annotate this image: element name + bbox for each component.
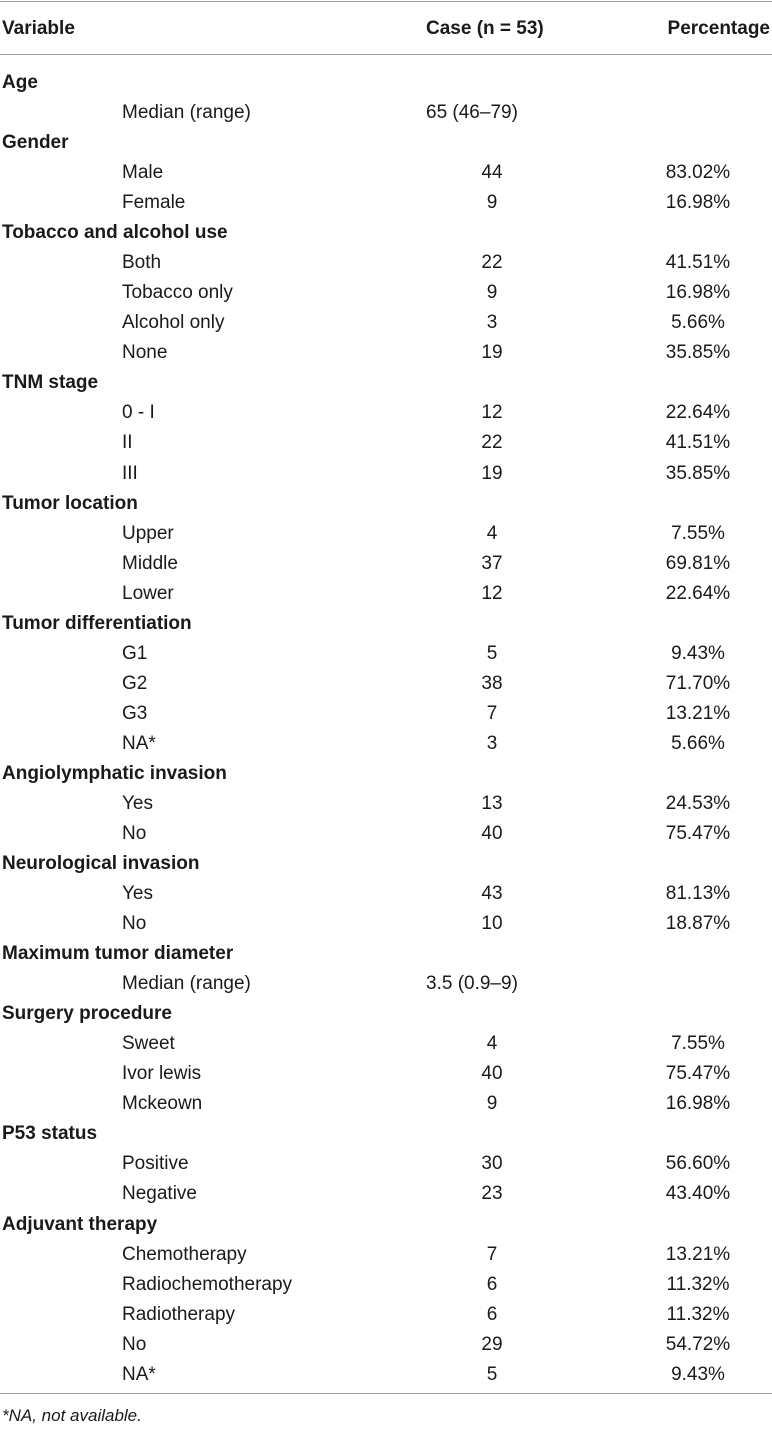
row-percentage-value: 9.43% [671, 1364, 725, 1385]
section-title: TNM stage [2, 372, 99, 393]
row-label: No [122, 913, 147, 934]
row-percentage-value: 35.85% [665, 342, 731, 363]
section-title: Age [2, 72, 38, 93]
row-case-value: 9 [486, 1093, 498, 1114]
table-row [0, 428, 772, 458]
section-title: Adjuvant therapy [2, 1214, 158, 1235]
table-row [0, 1240, 772, 1270]
row-label: III [122, 463, 138, 484]
row-label: Median (range) [122, 102, 251, 123]
row-label: Yes [122, 793, 153, 814]
table-row [0, 158, 772, 188]
section-title: Maximum tumor diameter [2, 943, 234, 964]
row-case-value: 19 [481, 342, 503, 363]
header-percentage: Percentage [667, 18, 770, 39]
section-row [0, 609, 772, 639]
row-case-value: 5 [486, 1364, 498, 1385]
row-label: Negative [122, 1183, 197, 1204]
table-row [0, 879, 772, 909]
row-label: Yes [122, 883, 153, 904]
row-label: Ivor lewis [122, 1063, 202, 1084]
row-case-value: 23 [481, 1183, 503, 1204]
row-label: Male [122, 162, 164, 183]
section-title: Angiolymphatic invasion [2, 763, 227, 784]
section-title: Tumor location [2, 493, 138, 514]
row-percentage-value: 7.55% [671, 523, 725, 544]
table-row [0, 969, 772, 999]
table-row [0, 248, 772, 278]
table-row [0, 789, 772, 819]
row-percentage-value: 22.64% [665, 583, 731, 604]
row-case-value: 30 [481, 1153, 503, 1174]
row-percentage-value: 43.40% [665, 1183, 731, 1204]
row-label: 0 - I [122, 402, 155, 423]
row-label: Chemotherapy [122, 1244, 247, 1265]
bottom-rule [0, 1393, 772, 1394]
section-title: Tobacco and alcohol use [2, 222, 228, 243]
table-row [0, 1330, 772, 1360]
row-label: G3 [122, 703, 148, 724]
row-label: No [122, 823, 147, 844]
row-case-value: 3 [486, 733, 498, 754]
section-row [0, 849, 772, 879]
table-row [0, 98, 772, 128]
table-row [0, 308, 772, 338]
header-row [0, 14, 772, 44]
row-label: Female [122, 192, 186, 213]
row-case-value: 5 [486, 643, 498, 664]
row-percentage-value: 16.98% [665, 282, 731, 303]
row-percentage-value: 35.85% [665, 463, 731, 484]
row-percentage-value: 9.43% [671, 643, 725, 664]
row-percentage-value: 75.47% [665, 823, 731, 844]
row-percentage-value: 11.32% [666, 1304, 730, 1325]
row-case-value: 4 [486, 523, 498, 544]
section-row [0, 128, 772, 158]
table-row [0, 278, 772, 308]
row-case-value: 40 [481, 1063, 503, 1084]
row-label: None [122, 342, 168, 363]
section-title: Neurological invasion [2, 853, 200, 874]
row-label: Sweet [122, 1033, 175, 1054]
row-case-value: 7 [486, 703, 498, 724]
section-row [0, 368, 772, 398]
section-row [0, 1210, 772, 1240]
row-percentage-value: 5.66% [671, 733, 725, 754]
row-case-value: 9 [486, 282, 498, 303]
row-label: II [122, 432, 133, 453]
table-row [0, 1059, 772, 1089]
row-label: NA* [122, 1364, 156, 1385]
row-percentage-value: 22.64% [665, 402, 731, 423]
row-percentage-value: 41.51% [665, 432, 731, 453]
row-percentage-value: 16.98% [665, 1093, 731, 1114]
section-row [0, 1119, 772, 1149]
row-case-value: 4 [486, 1033, 498, 1054]
row-case-value: 40 [481, 823, 503, 844]
row-label: Upper [122, 523, 174, 544]
row-percentage-value: 5.66% [671, 312, 725, 333]
row-percentage-value: 83.02% [665, 162, 731, 183]
table-row [0, 1270, 772, 1300]
row-percentage-value: 16.98% [665, 192, 731, 213]
row-case-value: 6 [486, 1304, 498, 1325]
row-case-value: 6 [486, 1274, 498, 1295]
table-row [0, 909, 772, 939]
row-percentage-value: 54.72% [665, 1334, 731, 1355]
row-case-value: 12 [481, 583, 503, 604]
top-rule [0, 1, 772, 2]
row-percentage-value: 81.13% [665, 883, 731, 904]
header-variable: Variable [2, 18, 75, 39]
row-label: Middle [122, 553, 178, 574]
row-case-value: 65 (46–79) [426, 102, 518, 123]
row-case-value: 10 [481, 913, 503, 934]
row-label: Lower [122, 583, 174, 604]
row-case-value: 43 [481, 883, 503, 904]
table-row [0, 1089, 772, 1119]
section-title: Gender [2, 132, 69, 153]
row-label: Positive [122, 1153, 189, 1174]
row-case-value: 3 [486, 312, 498, 333]
row-percentage-value: 24.53% [665, 793, 731, 814]
row-case-value: 37 [481, 553, 503, 574]
table-row [0, 729, 772, 759]
table-row [0, 1300, 772, 1330]
row-case-value: 44 [481, 162, 503, 183]
table-row [0, 639, 772, 669]
table-row [0, 398, 772, 428]
table-row [0, 459, 772, 489]
table-row [0, 819, 772, 849]
footnote: *NA, not available. [2, 1406, 142, 1425]
table-row [0, 669, 772, 699]
row-case-value: 22 [481, 432, 503, 453]
row-percentage-value: 71.70% [665, 673, 731, 694]
row-percentage-value: 7.55% [671, 1033, 725, 1054]
row-percentage-value: 69.81% [665, 553, 731, 574]
row-label: G2 [122, 673, 148, 694]
row-label: Median (range) [122, 973, 251, 994]
row-case-value: 29 [481, 1334, 503, 1355]
row-case-value: 12 [481, 402, 503, 423]
header-rule [0, 54, 772, 55]
row-case-value: 19 [481, 463, 503, 484]
row-label: Radiotherapy [122, 1304, 236, 1325]
row-percentage-value: 11.32% [666, 1274, 730, 1295]
table-row [0, 549, 772, 579]
header-case: Case (n = 53) [426, 18, 544, 39]
row-percentage-value: 75.47% [665, 1063, 731, 1084]
row-label: Alcohol only [122, 312, 225, 333]
row-case-value: 22 [481, 252, 503, 273]
table-row [0, 519, 772, 549]
table-row [0, 579, 772, 609]
row-percentage-value: 13.21% [665, 1244, 731, 1265]
section-row [0, 68, 772, 98]
section-row [0, 218, 772, 248]
table-row [0, 338, 772, 368]
section-row [0, 999, 772, 1029]
row-label: NA* [122, 733, 156, 754]
table-row [0, 1029, 772, 1059]
section-row [0, 489, 772, 519]
row-case-value: 13 [481, 793, 503, 814]
section-title: P53 status [2, 1123, 98, 1144]
row-case-value: 9 [486, 192, 498, 213]
row-label: G1 [122, 643, 148, 664]
row-label: Mckeown [122, 1093, 203, 1114]
row-label: Both [122, 252, 162, 273]
row-percentage-value: 41.51% [665, 252, 731, 273]
row-label: No [122, 1334, 147, 1355]
table-row [0, 1360, 772, 1390]
section-title: Surgery procedure [2, 1003, 172, 1024]
section-row [0, 939, 772, 969]
row-case-value: 3.5 (0.9–9) [426, 973, 518, 994]
row-percentage-value: 13.21% [665, 703, 731, 724]
table-row [0, 699, 772, 729]
table-row [0, 1179, 772, 1209]
row-label: Tobacco only [122, 282, 233, 303]
table-row [0, 1149, 772, 1179]
row-percentage-value: 18.87% [665, 913, 731, 934]
section-row [0, 759, 772, 789]
row-case-value: 7 [486, 1244, 498, 1265]
table-row [0, 188, 772, 218]
row-percentage-value: 56.60% [665, 1153, 731, 1174]
section-title: Tumor differentiation [2, 613, 192, 634]
row-label: Radiochemotherapy [122, 1274, 293, 1295]
row-case-value: 38 [481, 673, 503, 694]
